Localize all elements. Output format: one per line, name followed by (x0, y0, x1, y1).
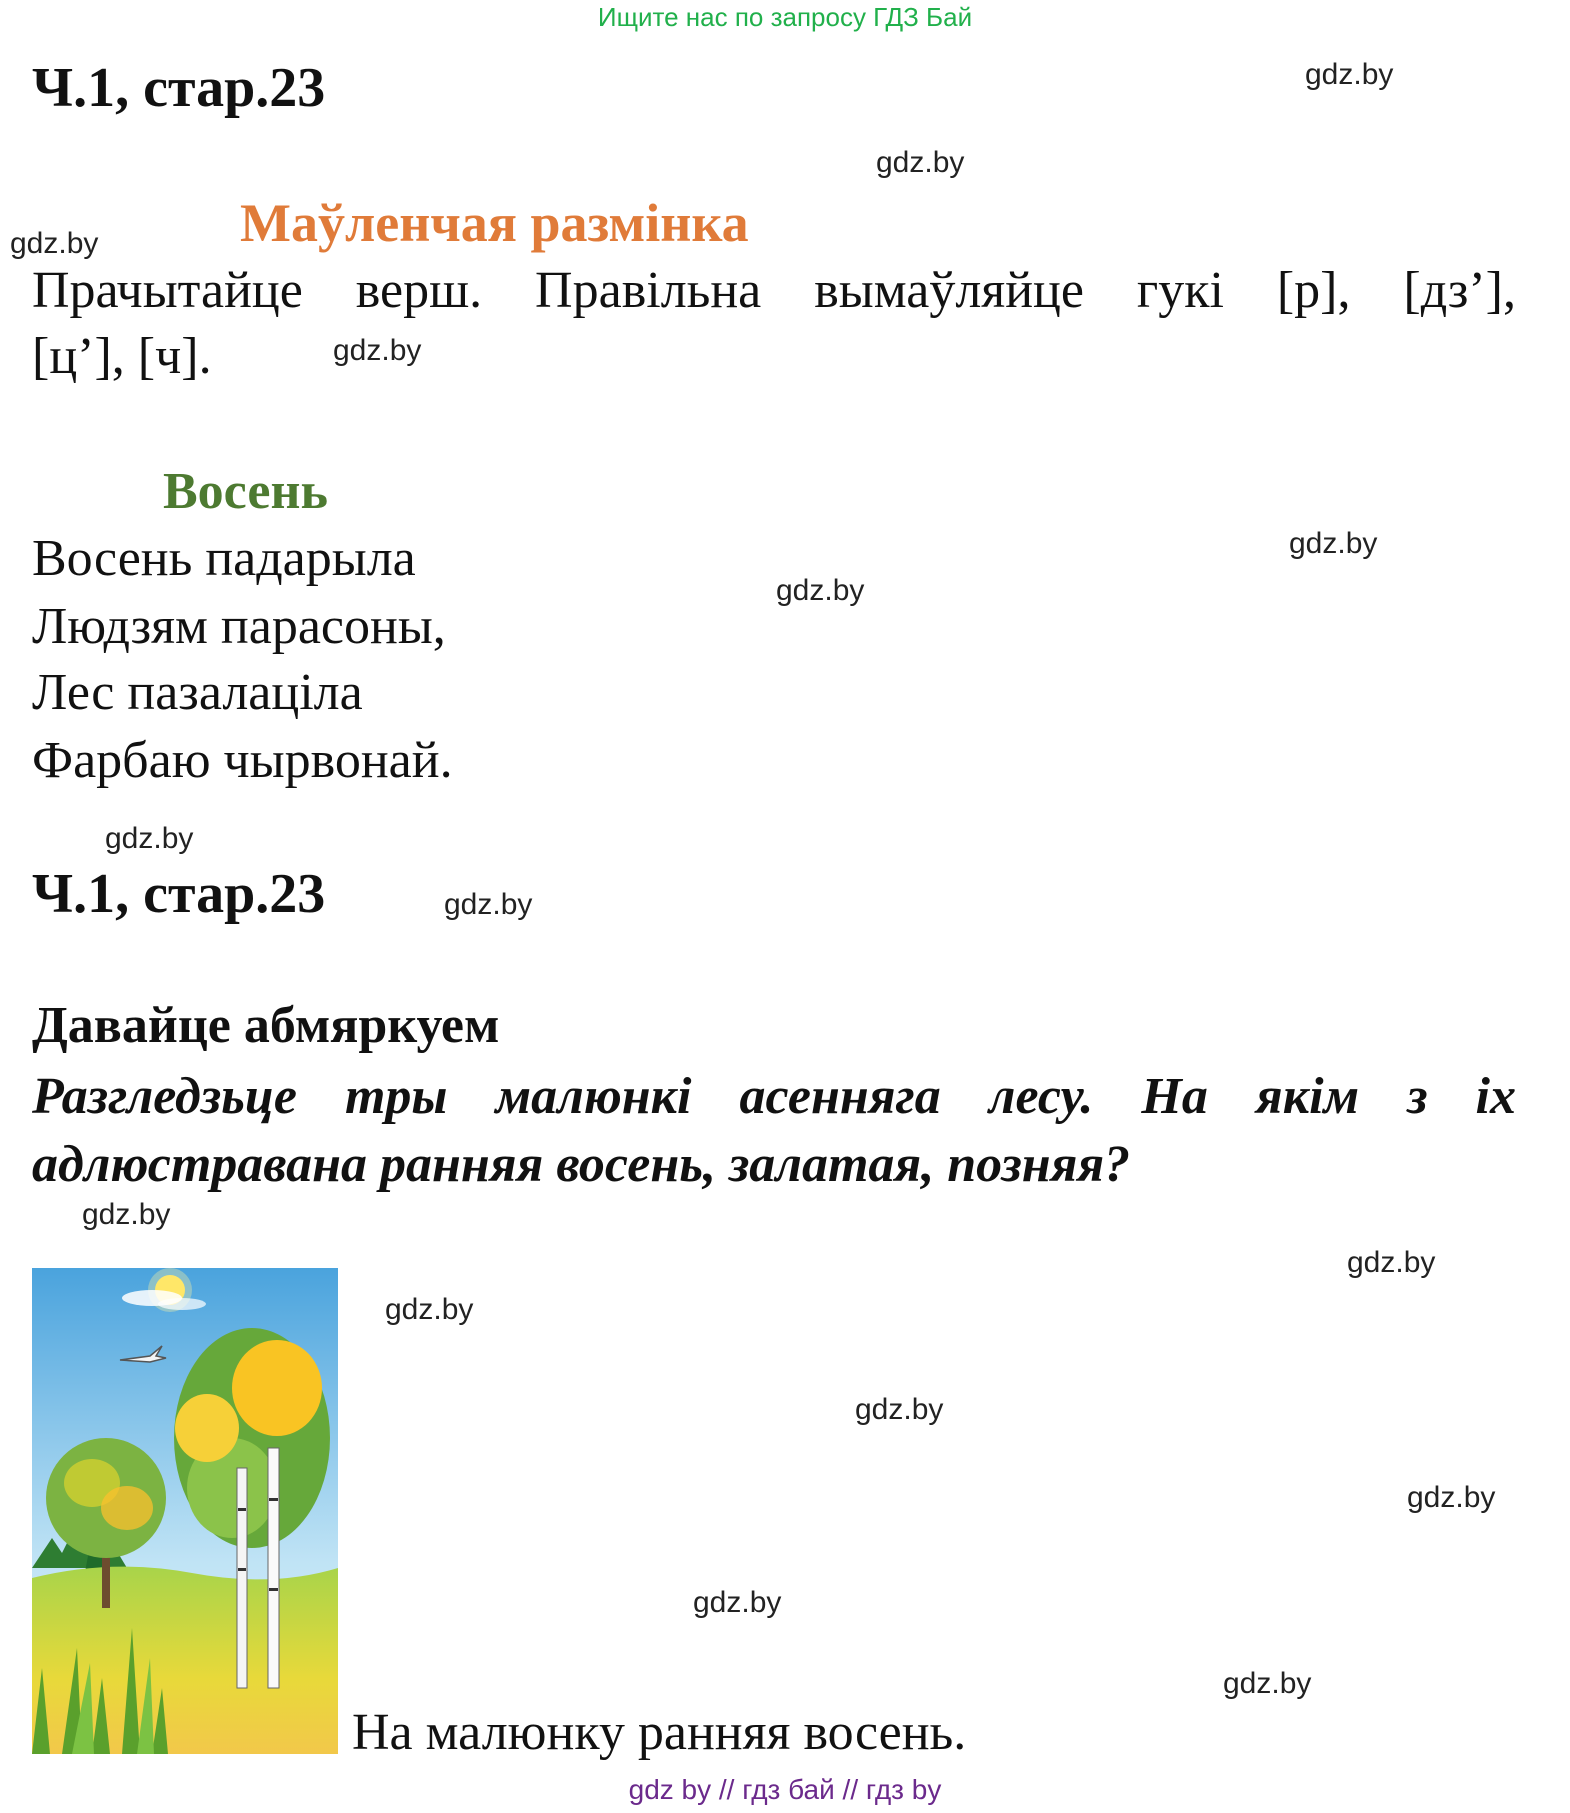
watermark: gdz.by (105, 822, 194, 855)
top-banner[interactable]: Ищите нас по запросу ГДЗ Бай (597, 2, 973, 32)
page-reference: Ч.1, стар.23 (32, 57, 326, 119)
instruction-line-2: [ц’], [ч]. (32, 328, 212, 385)
watermark: gdz.by (693, 1586, 782, 1619)
watermark: gdz.by (82, 1198, 171, 1231)
watermark: gdz.by (776, 574, 865, 607)
poem-line: Лес пазалаціла (32, 664, 363, 721)
poem-title: Восень (163, 463, 328, 520)
footer-links[interactable]: gdz by // гдз бай // гдз by (628, 1774, 942, 1805)
watermark: gdz.by (1223, 1667, 1312, 1700)
page-reference: Ч.1, стар.23 (32, 863, 326, 925)
watermark: gdz.by (444, 888, 533, 921)
instruction-line-1: Прачытайце верш. Правільна вымаўляйце гукі [р], [дз’], (32, 262, 1516, 319)
watermark: gdz.by (855, 1393, 944, 1426)
early-autumn-illustration (32, 1268, 338, 1754)
watermark: gdz.by (1407, 1481, 1496, 1514)
answer-text: На малюнку ранняя восень. (352, 1704, 967, 1761)
warmup-heading: Маўленчая размінка (240, 193, 749, 253)
watermark: gdz.by (1289, 527, 1378, 560)
watermark: gdz.by (385, 1293, 474, 1326)
poem-line: Людзям парасоны, (32, 598, 446, 655)
watermark: gdz.by (876, 146, 965, 179)
watermark: gdz.by (10, 227, 99, 260)
watermark: gdz.by (1347, 1246, 1436, 1279)
question-line-1: Разгледзьце тры малюнкі асенняга лесу. На якім з іх (32, 1068, 1516, 1125)
discussion-heading: Давайце абмяркуем (32, 997, 500, 1054)
watermark: gdz.by (333, 334, 422, 367)
poem-line: Восень падарыла (32, 530, 416, 587)
question-line-2: адлюстравана ранняя восень, залатая, позняя? (32, 1136, 1131, 1193)
poem-line: Фарбаю чырвонай. (32, 732, 453, 789)
watermark: gdz.by (1305, 58, 1394, 91)
